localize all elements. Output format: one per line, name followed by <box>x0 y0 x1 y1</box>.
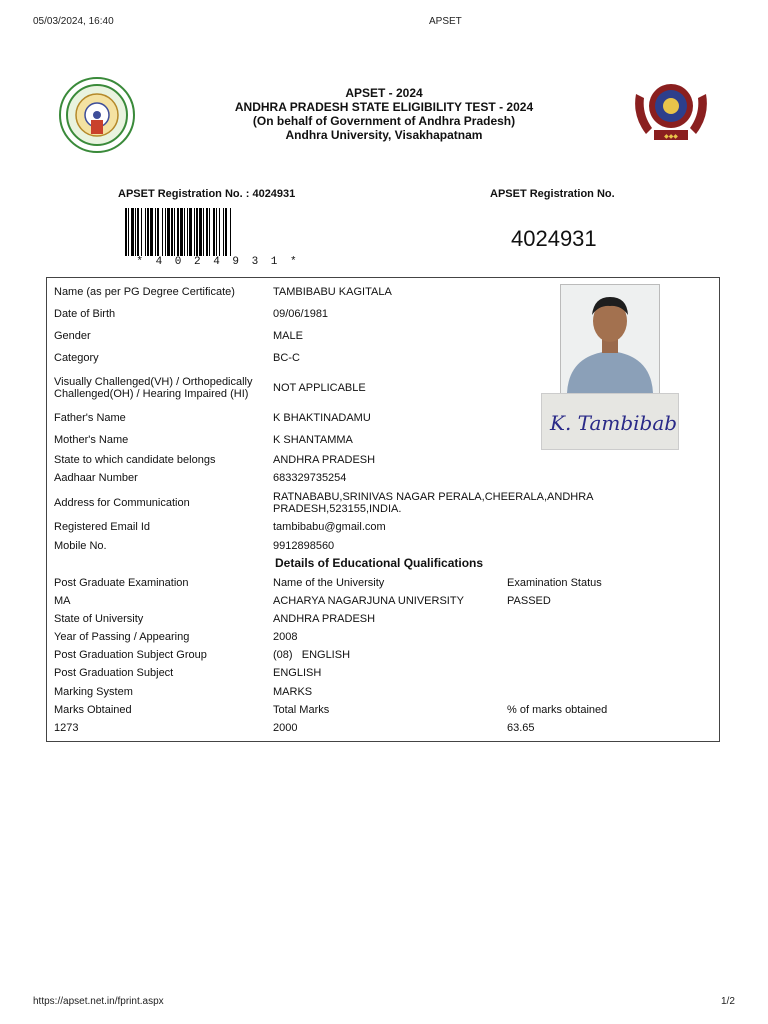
label-disability-line1: Visually Challenged(VH) / Orthopedically <box>54 376 253 388</box>
education-section-title: Details of Educational Qualifications <box>275 556 484 570</box>
barcode-bar <box>141 208 142 256</box>
marks-total-value: 2000 <box>273 722 298 734</box>
label-father: Father's Name <box>54 412 126 424</box>
value-email: tambibabu@gmail.com <box>273 521 386 533</box>
barcode-bar <box>223 208 224 256</box>
barcode-bar <box>206 208 208 256</box>
label-gender: Gender <box>54 330 91 342</box>
barcode-bar <box>145 208 146 256</box>
barcode-bar <box>155 208 156 256</box>
label-mother: Mother's Name <box>54 434 129 446</box>
barcode-bar <box>180 208 183 256</box>
value-name: TAMBIBABU KAGITALA <box>273 286 392 298</box>
print-datetime: 05/03/2024, 16:40 <box>33 16 114 27</box>
barcode-bar <box>167 208 170 256</box>
edu-university-value: ACHARYA NAGARJUNA UNIVERSITY <box>273 595 464 607</box>
barcode-bar <box>131 208 134 256</box>
barcode-bar <box>219 208 220 256</box>
label-mobile: Mobile No. <box>54 540 107 552</box>
barcode-bar <box>196 208 198 256</box>
label-subject: Post Graduation Subject <box>54 667 174 679</box>
marks-percent-value: 63.65 <box>507 722 535 734</box>
title-line-2: ANDHRA PRADESH STATE ELIGIBILITY TEST - 2024 <box>234 100 534 114</box>
edu-header-exam: Post Graduate Examination <box>54 577 189 589</box>
barcode-bar <box>150 208 153 256</box>
barcode-bar <box>209 208 210 256</box>
title-line-1: APSET - 2024 <box>345 86 423 100</box>
marks-header-percent: % of marks obtained <box>507 704 608 716</box>
label-category: Category <box>54 352 99 364</box>
marks-header-total: Total Marks <box>273 704 330 716</box>
label-subject-group: Post Graduation Subject Group <box>54 649 207 661</box>
label-disability-line2: Challenged(OH) / Hearing Impaired (HI) <box>54 388 249 400</box>
marks-header-obtained: Marks Obtained <box>54 704 132 716</box>
value-marking-system: MARKS <box>273 686 313 698</box>
registration-number: 4024931 <box>511 226 597 251</box>
barcode-bar <box>187 208 188 256</box>
barcode-bar <box>225 208 227 256</box>
value-category: BC-C <box>273 352 300 364</box>
label-state: State to which candidate belongs <box>54 454 216 466</box>
candidate-signature <box>541 393 679 450</box>
barcode-bar <box>177 208 179 256</box>
registration-barcode <box>123 208 313 268</box>
barcode-bar <box>216 208 217 256</box>
edu-header-university: Name of the University <box>273 577 385 589</box>
barcode-bar <box>128 208 129 256</box>
value-father: K BHAKTINADAMU <box>273 412 371 424</box>
barcode-bar <box>194 208 195 256</box>
svg-text:◆◆◆: ◆◆◆ <box>664 134 678 140</box>
print-page-title: APSET <box>429 16 462 27</box>
label-email: Registered Email Id <box>54 521 150 533</box>
value-subject-group: (08) ENGLISH <box>273 649 351 661</box>
value-mother: K SHANTAMMA <box>273 434 353 446</box>
label-aadhaar: Aadhaar Number <box>54 472 138 484</box>
value-mobile: 9912898560 <box>273 540 335 552</box>
value-university-state: ANDHRA PRADESH <box>273 613 376 625</box>
barcode-bar <box>199 208 202 256</box>
value-year-passing: 2008 <box>273 631 298 643</box>
value-aadhaar: 683329735254 <box>273 472 347 484</box>
footer-url: https://apset.net.in/fprint.aspx <box>33 996 164 1007</box>
barcode-bar <box>125 208 127 256</box>
registration-left-label: APSET Registration No. : 4024931 <box>118 188 296 200</box>
value-subject: ENGLISH <box>273 667 322 679</box>
barcode-bar <box>147 208 149 256</box>
marks-obtained-value: 1273 <box>54 722 79 734</box>
signature-text: K. Tambibabu <box>550 411 678 435</box>
candidate-photo-icon <box>560 284 660 394</box>
label-marking-system: Marking System <box>54 686 133 698</box>
barcode-bar <box>135 208 136 256</box>
barcode-bar <box>174 208 175 256</box>
title-line-3: (On behalf of Government of Andhra Pradesh) <box>252 114 516 128</box>
barcode-bar <box>213 208 215 256</box>
label-address: Address for Communication <box>54 497 190 509</box>
edu-header-status: Examination Status <box>507 577 602 589</box>
barcode-bar <box>203 208 204 256</box>
footer-page-number: 1/2 <box>721 996 735 1007</box>
barcode-bar <box>171 208 173 256</box>
barcode-bar <box>189 208 192 256</box>
label-university-state: State of University <box>54 613 144 625</box>
label-year-passing: Year of Passing / Appearing <box>54 631 190 643</box>
value-address-line2: PRADESH,523155,INDIA. <box>273 503 402 515</box>
value-state: ANDHRA PRADESH <box>273 454 376 466</box>
barcode-bar <box>165 208 166 256</box>
label-name: Name (as per PG Degree Certificate) <box>54 286 235 298</box>
value-address-line1: RATNABABU,SRINIVAS NAGAR PERALA,CHEERALA,ANDHRA <box>273 491 594 503</box>
edu-exam-value: MA <box>54 595 71 607</box>
barcode-bar <box>137 208 139 256</box>
andhra-university-emblem-icon <box>630 76 712 148</box>
label-dob: Date of Birth <box>54 308 116 320</box>
value-gender: MALE <box>273 330 303 342</box>
barcode-bar <box>157 208 159 256</box>
barcode-text: * 4 0 2 4 9 3 1 * <box>136 256 300 268</box>
title-line-4: Andhra University, Visakhapatnam <box>285 128 483 142</box>
edu-status-value: PASSED <box>507 595 551 607</box>
barcode-bar <box>230 208 231 256</box>
value-dob: 09/06/1981 <box>273 308 329 320</box>
registration-right-label: APSET Registration No. <box>490 188 615 200</box>
value-disability: NOT APPLICABLE <box>273 382 366 394</box>
barcode-bar <box>162 208 163 256</box>
barcode-bar <box>184 208 185 256</box>
